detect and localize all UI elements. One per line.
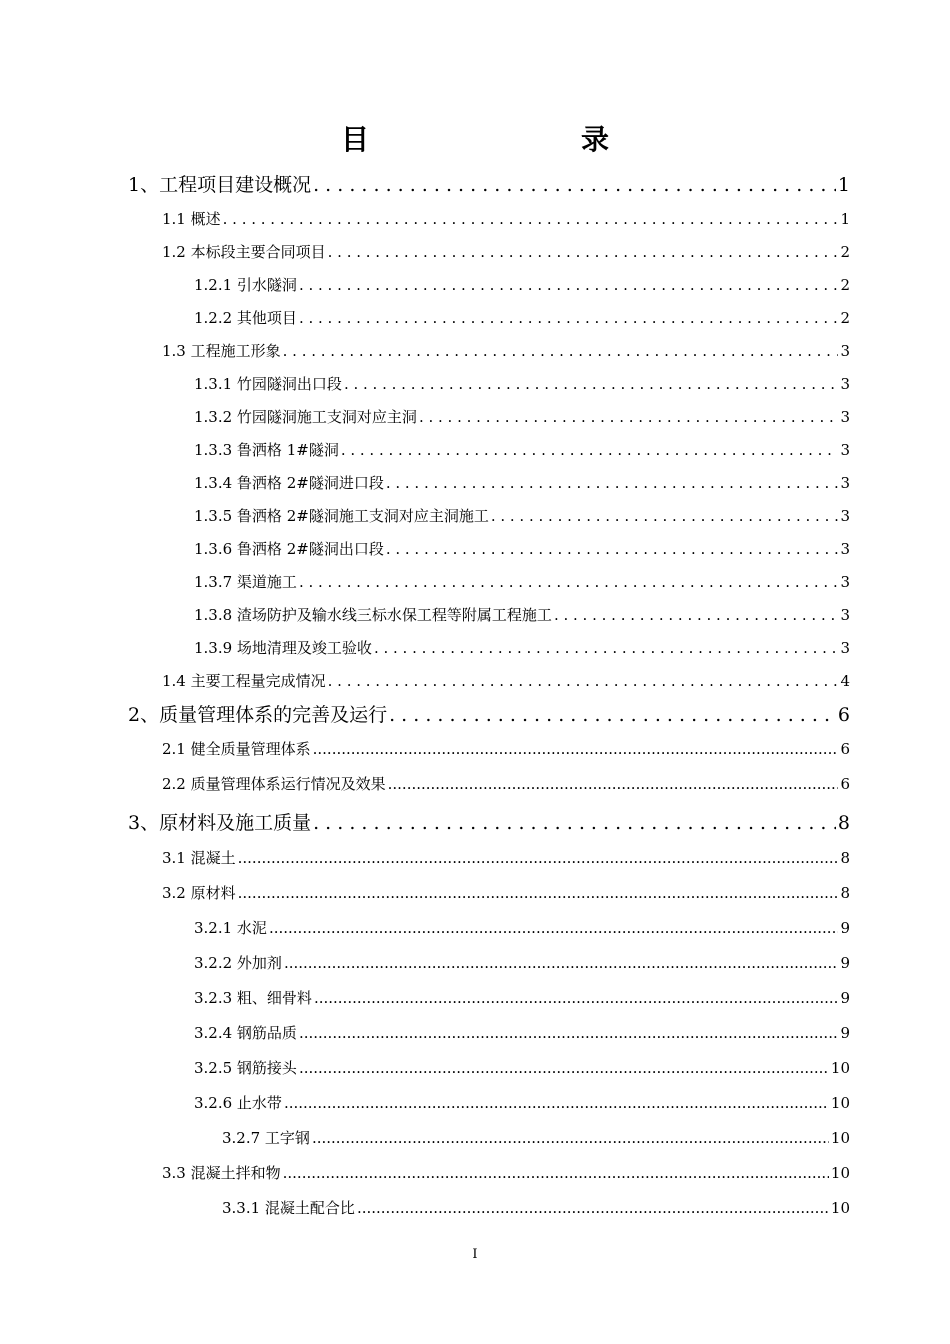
toc-entry[interactable]	[194, 637, 850, 658]
toc-entry[interactable]	[162, 670, 850, 691]
toc-entry[interactable]	[194, 571, 850, 592]
page-number-footer: I	[472, 1247, 478, 1262]
toc-entry-page: 2	[840, 243, 850, 261]
toc-entry[interactable]	[162, 1162, 850, 1183]
toc-entry[interactable]	[194, 373, 850, 394]
toc-entry-page: 10	[830, 1094, 850, 1112]
toc-entry-page: 3	[840, 639, 850, 657]
toc-entry-label: 3.2.5 钢筋接头	[194, 1059, 297, 1077]
toc-entry-label: 2.1 健全质量管理体系	[162, 740, 311, 758]
toc-entry-page: 6	[840, 775, 850, 793]
toc-entry-label: 1.3.1 竹园隧洞出口段	[194, 375, 342, 393]
toc-entry-label: 3.2.2 外加剂	[194, 954, 282, 972]
toc-entry[interactable]	[162, 241, 850, 262]
toc-entry-page: 10	[830, 1199, 850, 1217]
toc-entry[interactable]	[194, 406, 850, 427]
toc-entry-page: 1	[840, 210, 850, 228]
toc-entry[interactable]	[222, 1197, 850, 1218]
toc-entry-label: 1.3.5 鲁洒格 2#隧洞施工支洞对应主洞施工	[194, 507, 489, 525]
toc-entry-page: 10	[830, 1059, 850, 1077]
toc-entry[interactable]	[194, 917, 850, 938]
toc-entry-label: 1.3.2 竹园隧洞施工支洞对应主洞	[194, 408, 417, 426]
toc-entry-page: 8	[840, 849, 850, 867]
toc-entry-label: 1、工程项目建设概况	[128, 174, 312, 196]
toc-entry-label: 1.3.6 鲁洒格 2#隧洞出口段	[194, 540, 384, 558]
toc-entry-page: 9	[840, 989, 850, 1007]
toc-entry[interactable]	[194, 604, 850, 625]
toc-entry-label: 3.3 混凝土拌和物	[162, 1164, 281, 1182]
toc-entry[interactable]	[162, 773, 850, 794]
toc-entry-page: 3	[840, 540, 850, 558]
toc-entry[interactable]	[194, 952, 850, 973]
toc-entry-label: 1.3.3 鲁洒格 1#隧洞	[194, 441, 339, 459]
toc-entry-page: 3	[840, 507, 850, 525]
toc-entry-label: 3.2.3 粗、细骨料	[194, 989, 312, 1007]
toc-entry-label: 1.2 本标段主要合同项目	[162, 243, 326, 261]
toc-entry-page: 3	[840, 474, 850, 492]
toc-entry-page: 3	[840, 573, 850, 591]
toc-entry[interactable]	[194, 1092, 850, 1113]
toc-entry[interactable]	[128, 808, 850, 835]
toc-entry[interactable]	[194, 274, 850, 295]
toc-entry[interactable]	[162, 738, 850, 759]
toc-entry-label: 1.3.8 渣场防护及输水线三标水保工程等附属工程施工	[194, 606, 552, 624]
toc-entry[interactable]	[194, 472, 850, 493]
toc-entry-label: 3、原材料及施工质量	[128, 812, 312, 834]
toc-entry-label: 3.2.6 止水带	[194, 1094, 282, 1112]
toc-entry[interactable]	[162, 340, 850, 361]
toc-entry[interactable]	[128, 700, 850, 727]
toc-entry[interactable]	[194, 307, 850, 328]
toc-entry[interactable]	[194, 505, 850, 526]
toc-entry-page: 9	[840, 919, 850, 937]
toc-entry-label: 1.3.9 场地清理及竣工验收	[194, 639, 372, 657]
toc-entry-page: 9	[840, 954, 850, 972]
toc-entry[interactable]	[194, 1057, 850, 1078]
toc-entry[interactable]	[194, 439, 850, 460]
toc-entry-label: 3.2.7 工字钢	[222, 1129, 310, 1147]
toc-entry[interactable]	[162, 208, 850, 229]
toc-entry-label: 2、质量管理体系的完善及运行	[128, 704, 388, 726]
toc-entry-page: 6	[840, 740, 850, 758]
toc-entry-page: 8	[837, 812, 850, 834]
toc-entry-page: 3	[840, 375, 850, 393]
toc-entry-label: 3.2.4 钢筋品质	[194, 1024, 297, 1042]
toc-entry-page: 8	[840, 884, 850, 902]
toc-entry-label: 1.2.2 其他项目	[194, 309, 297, 327]
toc-entry-label: 1.3.7 渠道施工	[194, 573, 297, 591]
toc-entry[interactable]	[162, 882, 850, 903]
toc-entry-page: 4	[840, 672, 850, 690]
toc-entry-page: 2	[840, 309, 850, 327]
toc-entry-page: 3	[840, 342, 850, 360]
toc-entry-page: 10	[830, 1129, 850, 1147]
page-title: 目 录	[340, 123, 661, 156]
toc-entry-label: 1.2.1 引水隧洞	[194, 276, 297, 294]
toc-entry[interactable]	[128, 170, 850, 197]
toc-entry-label: 1.4 主要工程量完成情况	[162, 672, 326, 690]
toc-entry-label: 3.1 混凝土	[162, 849, 236, 867]
toc-entry-label: 3.3.1 混凝土配合比	[222, 1199, 355, 1217]
toc-entry[interactable]	[222, 1127, 850, 1148]
toc-entry-label: 3.2.1 水泥	[194, 919, 267, 937]
toc-entry-page: 1	[837, 174, 850, 196]
toc-entry-label: 3.2 原材料	[162, 884, 236, 902]
toc-entry-label: 1.3 工程施工形象	[162, 342, 281, 360]
toc-entry-page: 10	[830, 1164, 850, 1182]
toc-entry-page: 3	[840, 408, 850, 426]
toc-entry-label: 1.3.4 鲁洒格 2#隧洞进口段	[194, 474, 384, 492]
toc-entry[interactable]	[162, 847, 850, 868]
toc-entry-page: 3	[840, 606, 850, 624]
toc-entry[interactable]	[194, 987, 850, 1008]
toc-entry[interactable]	[194, 1022, 850, 1043]
toc-entry[interactable]	[194, 538, 850, 559]
toc-entry-label: 1.1 概述	[162, 210, 221, 228]
toc-entry-page: 2	[840, 276, 850, 294]
toc-entry-page: 6	[837, 704, 850, 726]
toc-entry-page: 9	[840, 1024, 850, 1042]
toc-entry-page: 3	[840, 441, 850, 459]
toc-entry-label: 2.2 质量管理体系运行情况及效果	[162, 775, 386, 793]
